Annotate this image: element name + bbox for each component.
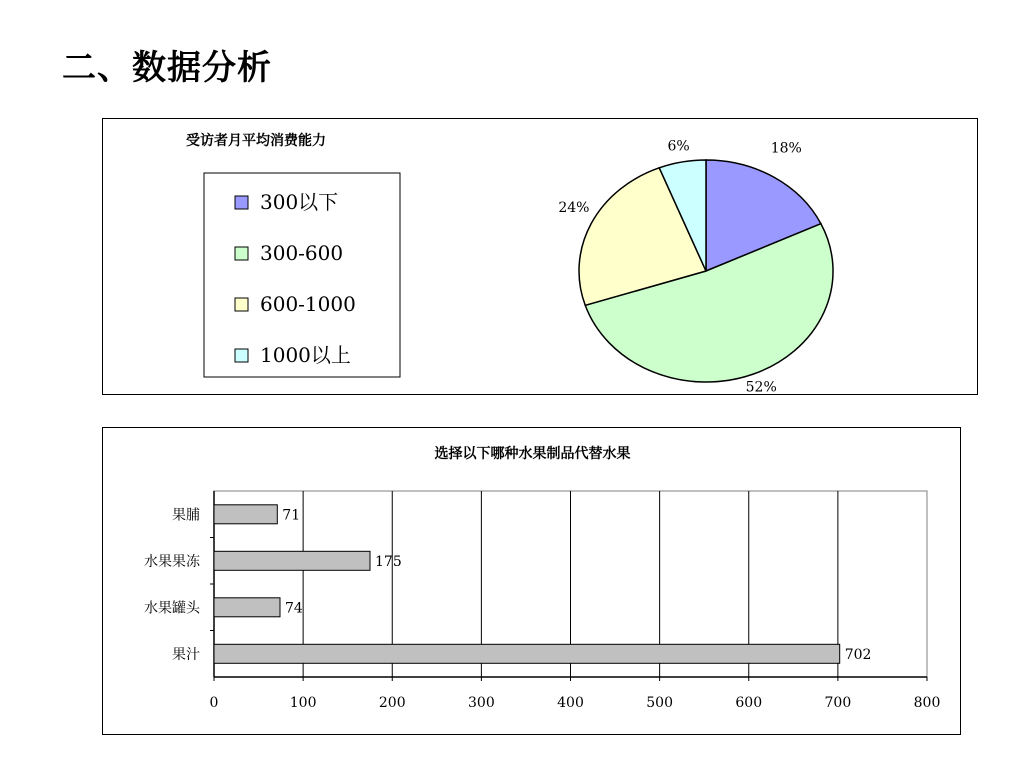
- pie-chart-panel: [102, 118, 978, 395]
- pie-value-label: 24%: [558, 200, 590, 217]
- legend-swatch: [235, 349, 248, 362]
- pie-chart: [103, 119, 979, 396]
- pie-value-label: 52%: [745, 379, 777, 396]
- bar-value-label: 175: [375, 553, 402, 570]
- bar-chart: [103, 428, 962, 736]
- bar-value-label: 702: [844, 646, 872, 663]
- category-label: 水果罐头: [144, 600, 200, 617]
- legend-label: 1000以上: [260, 343, 351, 367]
- x-tick-label: 0: [209, 695, 219, 711]
- pie-chart-title: 受访者月平均消费能力: [186, 133, 326, 149]
- x-tick-label: 500: [646, 695, 673, 711]
- pie-value-label: 6%: [667, 138, 690, 155]
- bar: [214, 644, 840, 663]
- x-tick-label: 400: [557, 695, 584, 711]
- legend-label: 600-1000: [260, 292, 356, 316]
- legend-swatch: [235, 247, 248, 260]
- legend-label: 300以下: [260, 190, 339, 214]
- bar-chart-title: 选择以下哪种水果制品代替水果: [434, 446, 631, 462]
- category-label: 果汁: [172, 646, 200, 663]
- x-tick-label: 200: [378, 695, 406, 711]
- pie-value-label: 18%: [770, 140, 802, 157]
- x-tick-label: 800: [913, 695, 941, 711]
- bar: [214, 551, 370, 570]
- bar-value-label: 71: [282, 507, 301, 524]
- bar-value-label: 74: [285, 600, 303, 617]
- x-tick-label: 600: [735, 695, 763, 711]
- page-title: 二、数据分析: [62, 48, 272, 88]
- x-tick-label: 300: [468, 695, 495, 711]
- legend-swatch: [235, 298, 248, 311]
- category-label: 水果果冻: [144, 553, 200, 570]
- bar: [214, 598, 280, 617]
- bar: [214, 505, 277, 524]
- bar-chart-panel: [102, 427, 961, 735]
- legend-label: 300-600: [260, 241, 344, 265]
- x-tick-label: 100: [289, 695, 317, 711]
- x-tick-label: 700: [824, 695, 852, 711]
- category-label: 果脯: [172, 507, 200, 524]
- legend-swatch: [235, 196, 248, 209]
